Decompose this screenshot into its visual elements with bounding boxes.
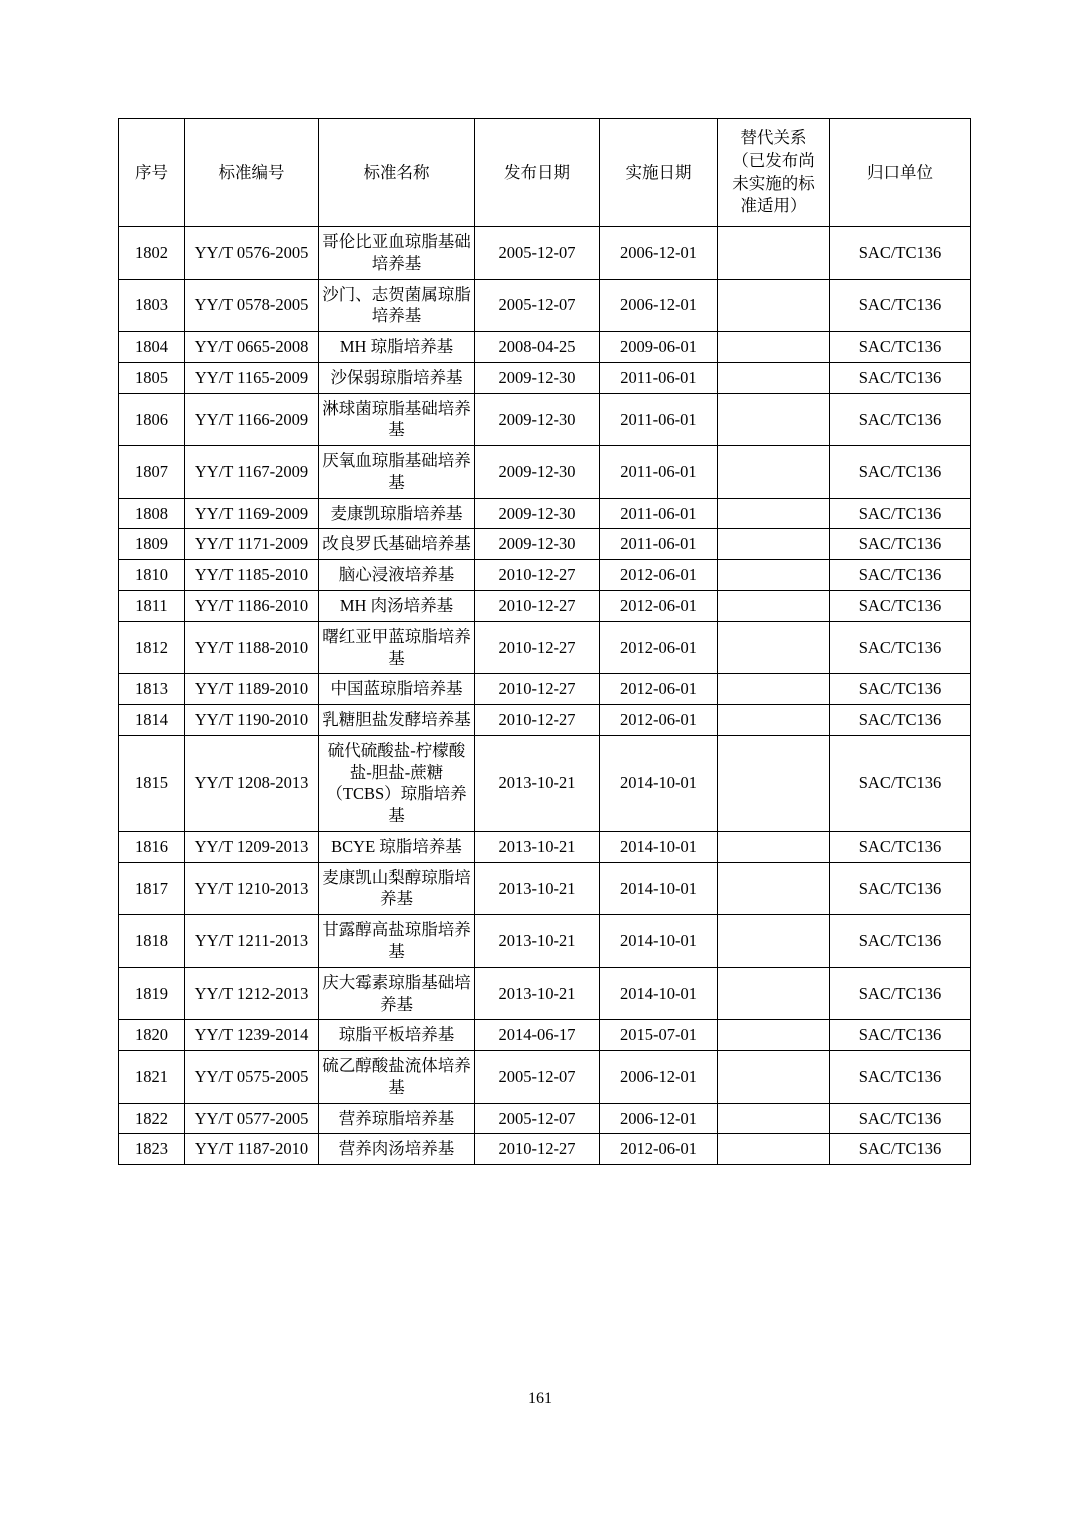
- cell-org: SAC/TC136: [830, 705, 971, 736]
- cell-org: SAC/TC136: [830, 1051, 971, 1104]
- cell-standard-name: 营养肉汤培养基: [319, 1134, 475, 1165]
- cell-sequence-number: 1811: [119, 591, 185, 622]
- column-header-standard-number: 标准编号: [185, 119, 319, 227]
- cell-org: SAC/TC136: [830, 227, 971, 280]
- table-row: [119, 591, 971, 622]
- cell-standard-name: 琼脂平板培养基: [319, 1020, 475, 1051]
- cell-standard-number: YY/T 0578-2005: [185, 279, 319, 332]
- cell-standard-number: YY/T 0577-2005: [185, 1103, 319, 1134]
- cell-org: SAC/TC136: [830, 332, 971, 363]
- cell-sequence-number: 1823: [119, 1134, 185, 1165]
- cell-replacement: [718, 862, 830, 915]
- cell-publish-date: 2005-12-07: [475, 279, 600, 332]
- cell-standard-name: 硫乙醇酸盐流体培养基: [319, 1051, 475, 1104]
- table-row: [119, 279, 971, 332]
- cell-standard-name: 中国蓝琼脂培养基: [319, 674, 475, 705]
- cell-publish-date: 2009-12-30: [475, 446, 600, 499]
- cell-publish-date: 2010-12-27: [475, 705, 600, 736]
- cell-org: SAC/TC136: [830, 674, 971, 705]
- cell-implement-date: 2009-06-01: [600, 332, 718, 363]
- cell-implement-date: 2006-12-01: [600, 279, 718, 332]
- cell-org: SAC/TC136: [830, 393, 971, 446]
- cell-standard-number: YY/T 1208-2013: [185, 735, 319, 831]
- cell-publish-date: 2009-12-30: [475, 362, 600, 393]
- cell-publish-date: 2005-12-07: [475, 1051, 600, 1104]
- cell-publish-date: 2014-06-17: [475, 1020, 600, 1051]
- table-row: [119, 674, 971, 705]
- cell-org: SAC/TC136: [830, 1020, 971, 1051]
- cell-replacement: [718, 1134, 830, 1165]
- cell-publish-date: 2010-12-27: [475, 674, 600, 705]
- column-header-publish-date: 发布日期: [475, 119, 600, 227]
- cell-replacement: [718, 621, 830, 674]
- cell-implement-date: 2006-12-01: [600, 227, 718, 280]
- table-row: [119, 831, 971, 862]
- column-header-standard-name: 标准名称: [319, 119, 475, 227]
- cell-publish-date: 2013-10-21: [475, 862, 600, 915]
- cell-standard-number: YY/T 1189-2010: [185, 674, 319, 705]
- cell-standard-number: YY/T 1171-2009: [185, 529, 319, 560]
- cell-implement-date: 2012-06-01: [600, 560, 718, 591]
- cell-org: SAC/TC136: [830, 621, 971, 674]
- cell-standard-name: 沙保弱琼脂培养基: [319, 362, 475, 393]
- cell-replacement: [718, 1103, 830, 1134]
- standards-table: [118, 118, 971, 1165]
- cell-implement-date: 2014-10-01: [600, 862, 718, 915]
- cell-publish-date: 2013-10-21: [475, 831, 600, 862]
- table-row: [119, 1020, 971, 1051]
- cell-sequence-number: 1812: [119, 621, 185, 674]
- cell-standard-number: YY/T 1239-2014: [185, 1020, 319, 1051]
- cell-standard-name: 厌氧血琼脂基础培养基: [319, 446, 475, 499]
- cell-replacement: [718, 393, 830, 446]
- cell-publish-date: 2010-12-27: [475, 560, 600, 591]
- cell-sequence-number: 1816: [119, 831, 185, 862]
- table-header-row: [119, 119, 971, 227]
- table-row: [119, 967, 971, 1020]
- cell-standard-name: 麦康凯山梨醇琼脂培养基: [319, 862, 475, 915]
- cell-standard-name: 庆大霉素琼脂基础培养基: [319, 967, 475, 1020]
- cell-standard-name: 哥伦比亚血琼脂基础培养基: [319, 227, 475, 280]
- replacement-header-line-3: 未实施的标: [732, 173, 815, 193]
- cell-standard-name: 麦康凯琼脂培养基: [319, 498, 475, 529]
- cell-org: SAC/TC136: [830, 915, 971, 968]
- table-row: [119, 393, 971, 446]
- cell-standard-name: 营养琼脂培养基: [319, 1103, 475, 1134]
- cell-standard-number: YY/T 1190-2010: [185, 705, 319, 736]
- cell-publish-date: 2008-04-25: [475, 332, 600, 363]
- table-row: [119, 705, 971, 736]
- table-row: [119, 498, 971, 529]
- cell-replacement: [718, 735, 830, 831]
- column-header-seq: 序号: [119, 119, 185, 227]
- cell-implement-date: 2015-07-01: [600, 1020, 718, 1051]
- cell-standard-name: BCYE 琼脂培养基: [319, 831, 475, 862]
- cell-org: SAC/TC136: [830, 862, 971, 915]
- cell-standard-name: 脑心浸液培养基: [319, 560, 475, 591]
- cell-replacement: [718, 591, 830, 622]
- cell-org: SAC/TC136: [830, 1134, 971, 1165]
- table-header: [119, 119, 971, 227]
- table-row: [119, 1134, 971, 1165]
- cell-replacement: [718, 705, 830, 736]
- table-row: [119, 621, 971, 674]
- cell-publish-date: 2005-12-07: [475, 227, 600, 280]
- cell-sequence-number: 1809: [119, 529, 185, 560]
- cell-publish-date: 2009-12-30: [475, 498, 600, 529]
- cell-sequence-number: 1820: [119, 1020, 185, 1051]
- cell-standard-number: YY/T 1165-2009: [185, 362, 319, 393]
- cell-implement-date: 2014-10-01: [600, 915, 718, 968]
- table-body: [119, 227, 971, 1165]
- cell-implement-date: 2011-06-01: [600, 529, 718, 560]
- cell-org: SAC/TC136: [830, 529, 971, 560]
- cell-replacement: [718, 674, 830, 705]
- cell-implement-date: 2012-06-01: [600, 674, 718, 705]
- cell-implement-date: 2006-12-01: [600, 1103, 718, 1134]
- cell-standard-number: YY/T 1211-2013: [185, 915, 319, 968]
- cell-sequence-number: 1804: [119, 332, 185, 363]
- column-header-replacement: [718, 119, 830, 227]
- cell-sequence-number: 1806: [119, 393, 185, 446]
- cell-org: SAC/TC136: [830, 1103, 971, 1134]
- table-row: [119, 362, 971, 393]
- table-row: [119, 735, 971, 831]
- table-row: [119, 1103, 971, 1134]
- cell-replacement: [718, 1051, 830, 1104]
- replacement-header-line-1: 替代关系: [740, 128, 807, 147]
- column-header-implement-date: 实施日期: [600, 119, 718, 227]
- cell-implement-date: 2011-06-01: [600, 498, 718, 529]
- cell-org: SAC/TC136: [830, 446, 971, 499]
- cell-publish-date: 2010-12-27: [475, 591, 600, 622]
- cell-replacement: [718, 915, 830, 968]
- cell-implement-date: 2014-10-01: [600, 735, 718, 831]
- cell-standard-number: YY/T 1212-2013: [185, 967, 319, 1020]
- cell-standard-number: YY/T 1188-2010: [185, 621, 319, 674]
- cell-replacement: [718, 227, 830, 280]
- cell-publish-date: 2010-12-27: [475, 621, 600, 674]
- table-row: [119, 529, 971, 560]
- cell-org: SAC/TC136: [830, 735, 971, 831]
- cell-implement-date: 2011-06-01: [600, 446, 718, 499]
- cell-standard-number: YY/T 1186-2010: [185, 591, 319, 622]
- cell-sequence-number: 1817: [119, 862, 185, 915]
- cell-implement-date: 2014-10-01: [600, 967, 718, 1020]
- cell-org: SAC/TC136: [830, 498, 971, 529]
- replacement-header-line-2: （已发布尚: [732, 150, 815, 170]
- cell-org: SAC/TC136: [830, 831, 971, 862]
- cell-publish-date: 2013-10-21: [475, 915, 600, 968]
- cell-sequence-number: 1807: [119, 446, 185, 499]
- cell-replacement: [718, 529, 830, 560]
- cell-sequence-number: 1808: [119, 498, 185, 529]
- cell-sequence-number: 1818: [119, 915, 185, 968]
- cell-publish-date: 2013-10-21: [475, 735, 600, 831]
- table-row: [119, 227, 971, 280]
- cell-replacement: [718, 967, 830, 1020]
- cell-standard-number: YY/T 1169-2009: [185, 498, 319, 529]
- cell-replacement: [718, 332, 830, 363]
- cell-publish-date: 2005-12-07: [475, 1103, 600, 1134]
- table-row: [119, 332, 971, 363]
- table-row: [119, 862, 971, 915]
- cell-standard-number: YY/T 0575-2005: [185, 1051, 319, 1104]
- cell-sequence-number: 1815: [119, 735, 185, 831]
- cell-standard-number: YY/T 1167-2009: [185, 446, 319, 499]
- cell-sequence-number: 1813: [119, 674, 185, 705]
- cell-replacement: [718, 560, 830, 591]
- cell-publish-date: 2010-12-27: [475, 1134, 600, 1165]
- cell-standard-name: 曙红亚甲蓝琼脂培养基: [319, 621, 475, 674]
- column-header-org: 归口单位: [830, 119, 971, 227]
- cell-sequence-number: 1814: [119, 705, 185, 736]
- cell-implement-date: 2011-06-01: [600, 393, 718, 446]
- cell-replacement: [718, 831, 830, 862]
- cell-publish-date: 2009-12-30: [475, 393, 600, 446]
- cell-implement-date: 2012-06-01: [600, 1134, 718, 1165]
- table-row: [119, 915, 971, 968]
- cell-org: SAC/TC136: [830, 967, 971, 1020]
- cell-standard-name: 乳糖胆盐发酵培养基: [319, 705, 475, 736]
- cell-publish-date: 2009-12-30: [475, 529, 600, 560]
- cell-standard-name: 沙门、志贺菌属琼脂培养基: [319, 279, 475, 332]
- cell-implement-date: 2012-06-01: [600, 705, 718, 736]
- cell-standard-name: 硫代硫酸盐-柠檬酸盐-胆盐-蔗糖（TCBS）琼脂培养基: [319, 735, 475, 831]
- cell-sequence-number: 1819: [119, 967, 185, 1020]
- table-row: [119, 1051, 971, 1104]
- cell-standard-number: YY/T 0665-2008: [185, 332, 319, 363]
- cell-sequence-number: 1822: [119, 1103, 185, 1134]
- page-number: 161: [528, 1390, 552, 1407]
- cell-replacement: [718, 279, 830, 332]
- table-row: [119, 446, 971, 499]
- cell-org: SAC/TC136: [830, 560, 971, 591]
- cell-replacement: [718, 446, 830, 499]
- cell-publish-date: 2013-10-21: [475, 967, 600, 1020]
- cell-org: SAC/TC136: [830, 362, 971, 393]
- cell-standard-name: MH 肉汤培养基: [319, 591, 475, 622]
- cell-sequence-number: 1821: [119, 1051, 185, 1104]
- cell-standard-name: 淋球菌琼脂基础培养基: [319, 393, 475, 446]
- cell-standard-number: YY/T 1209-2013: [185, 831, 319, 862]
- cell-standard-name: 甘露醇高盐琼脂培养基: [319, 915, 475, 968]
- cell-standard-number: YY/T 1210-2013: [185, 862, 319, 915]
- cell-standard-name: 改良罗氏基础培养基: [319, 529, 475, 560]
- cell-sequence-number: 1805: [119, 362, 185, 393]
- cell-implement-date: 2012-06-01: [600, 621, 718, 674]
- cell-implement-date: 2011-06-01: [600, 362, 718, 393]
- cell-standard-number: YY/T 1185-2010: [185, 560, 319, 591]
- cell-org: SAC/TC136: [830, 279, 971, 332]
- cell-standard-number: YY/T 0576-2005: [185, 227, 319, 280]
- replacement-header-line-4: 准适用）: [740, 196, 807, 216]
- cell-replacement: [718, 498, 830, 529]
- cell-implement-date: 2012-06-01: [600, 591, 718, 622]
- cell-replacement: [718, 1020, 830, 1051]
- cell-implement-date: 2014-10-01: [600, 831, 718, 862]
- cell-replacement: [718, 362, 830, 393]
- cell-implement-date: 2006-12-01: [600, 1051, 718, 1104]
- cell-standard-number: YY/T 1166-2009: [185, 393, 319, 446]
- table-row: [119, 560, 971, 591]
- cell-sequence-number: 1803: [119, 279, 185, 332]
- cell-standard-number: YY/T 1187-2010: [185, 1134, 319, 1165]
- cell-sequence-number: 1810: [119, 560, 185, 591]
- cell-standard-name: MH 琼脂培养基: [319, 332, 475, 363]
- cell-sequence-number: 1802: [119, 227, 185, 280]
- cell-org: SAC/TC136: [830, 591, 971, 622]
